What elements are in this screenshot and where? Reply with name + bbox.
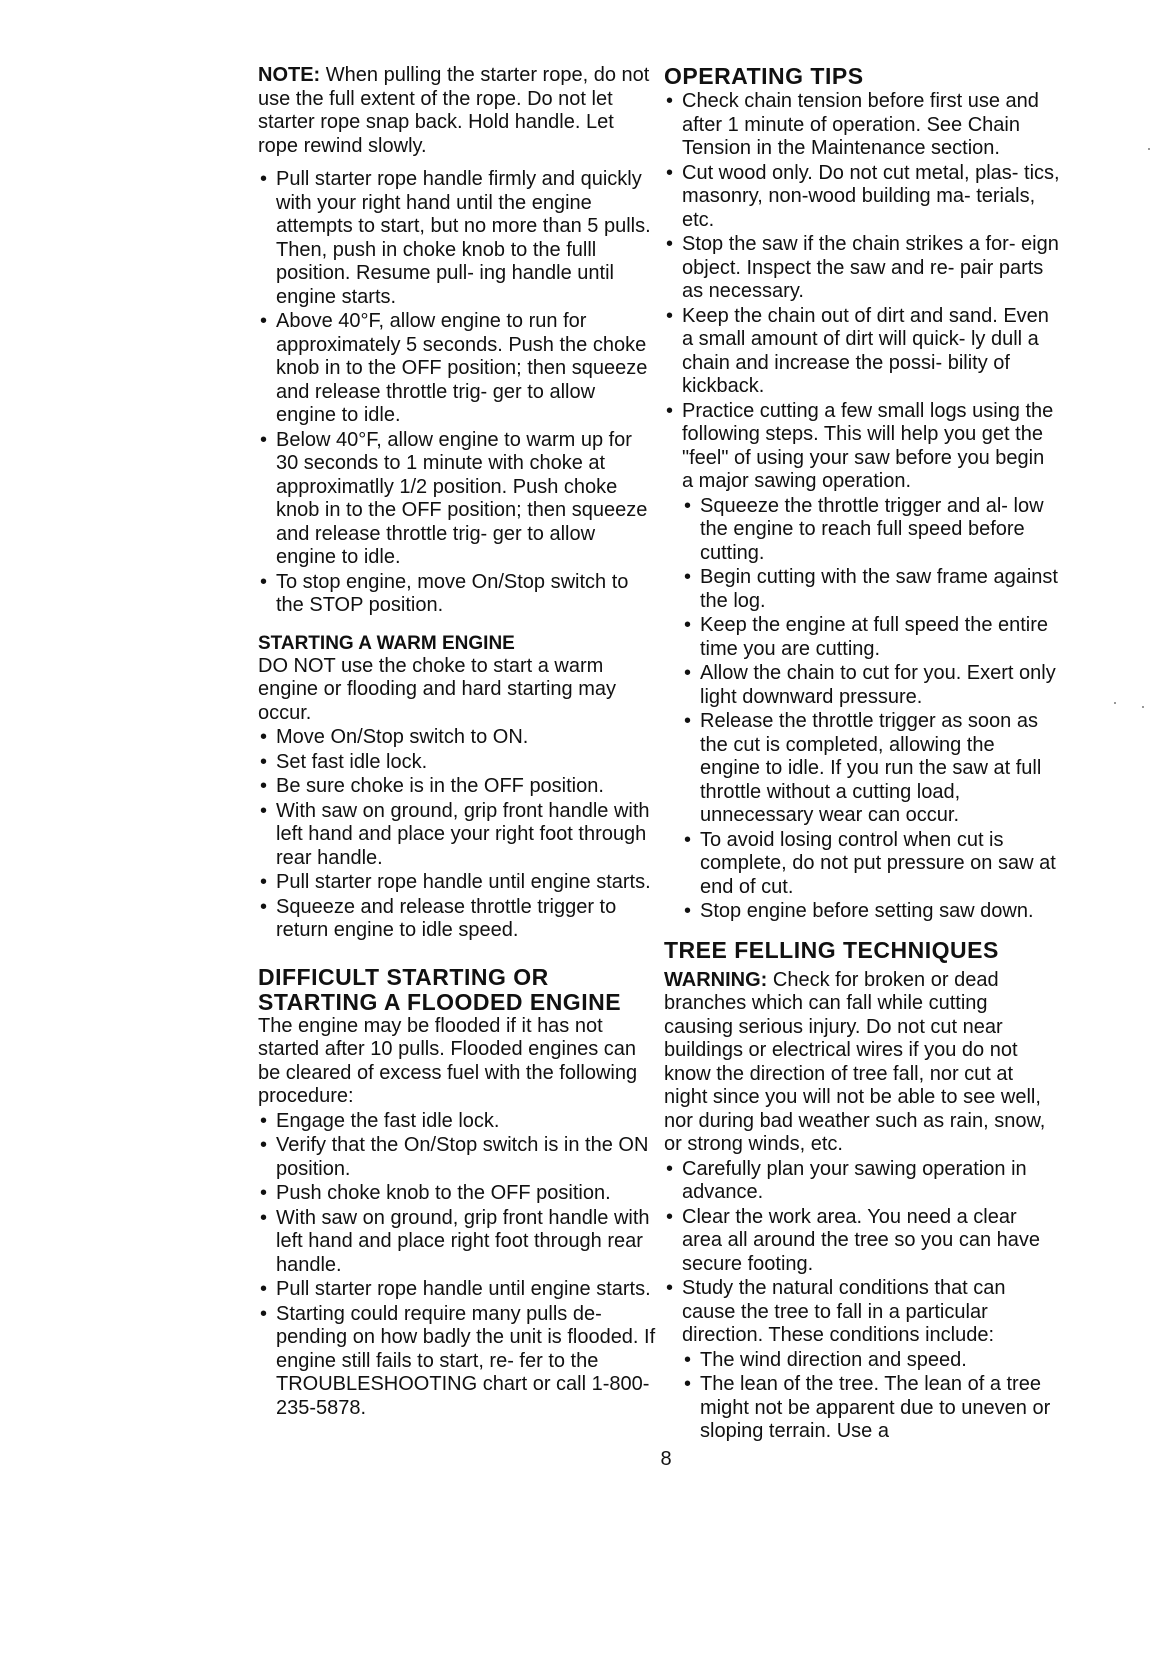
list-item: • Below 40°F, allow engine to warm up for 30 seconds to 1 minute with choke at approximatlly 1/2 position. Push choke knob in to the OFF position; then squeeze and release throttle trig- ger to allow engine to idle. — [258, 429, 658, 570]
list-item: • The lean of the tree. The lean of a tree might not be apparent due to uneven or sloping terrain. Use a — [664, 1373, 1060, 1444]
list-item: • Keep the engine at full speed the entire time you are cutting. — [664, 614, 1060, 661]
note-label: NOTE: — [258, 64, 321, 86]
list-item: • Engage the fast idle lock. — [258, 1110, 658, 1134]
list-item: • Practice cutting a few small logs using the following steps. This will help you get the "feel" of using your saw before you begin a major sawing operation. — [664, 400, 1060, 494]
warm-engine-intro: DO NOT use the choke to start a warm engine or flooding and hard starting may occur. — [258, 654, 617, 724]
list-item: • Clear the work area. You need a clear area all around the tree so you can have secure footing. — [664, 1206, 1060, 1277]
list-item: • Cut wood only. Do not cut metal, plas- tics, masonry, non-wood building ma- terials, etc. — [664, 162, 1060, 233]
warning-text: Check for broken or dead branches which can fall while cutting causing serious injury. Do not cut near buildings or electrical wires if you do not know the direction of tree fall, nor cut at night since you will not be able to see well, nor during bad weather such as rain, snow, or strong winds, etc. — [664, 968, 1046, 1155]
list-item: • Starting could require many pulls de- pending on how badly the unit is flooded. If engine still fails to start, re- fer to the TROUBLESHOOTING chart or call 1-800-235-5878. — [258, 1303, 658, 1421]
flooded-engine-list — [258, 1110, 658, 1421]
right-column — [664, 64, 1060, 1444]
list-item: • Allow the chain to cut for you. Exert only light downward pressure. — [664, 662, 1060, 709]
left-column — [258, 64, 658, 1420]
list-item: • Stop the saw if the chain strikes a for- eign object. Inspect the saw and re- pair parts as necessary. — [664, 233, 1060, 304]
flooded-engine-heading-line1: DIFFICULT STARTING OR — [258, 963, 549, 990]
practice-steps-list — [664, 495, 1060, 924]
list-item: • Squeeze the throttle trigger and al- low the engine to reach full speed before cutting. — [664, 495, 1060, 566]
felling-steps-list — [664, 1158, 1060, 1348]
list-item: • With saw on ground, grip front handle with left hand and place your right foot through rear handle. — [258, 800, 658, 871]
operating-tips-heading: OPERATING TIPS — [664, 63, 864, 89]
list-item: • Begin cutting with the saw frame against the log. — [664, 566, 1060, 613]
warning-paragraph — [664, 969, 1060, 1157]
list-item: • Be sure choke is in the OFF position. — [258, 775, 658, 799]
list-item: • Set fast idle lock. — [258, 751, 658, 775]
flooded-engine-intro: The engine may be flooded if it has not started after 10 pulls. Flooded engines can be cleared of excess fuel with the following procedure: — [258, 1014, 638, 1107]
list-item: • Pull starter rope handle firmly and quickly with your right hand until the engine attempts to start, but no more than 5 pulls. Then, push in choke knob to the fulll position. Resume pull- ing handle until engine starts. — [258, 168, 658, 309]
scan-speck — [1148, 148, 1150, 150]
list-item: • The wind direction and speed. — [664, 1349, 1060, 1373]
list-item: • To stop engine, move On/Stop switch to the STOP position. — [258, 571, 658, 618]
list-item: • Check chain tension before first use and after 1 minute of operation. See Chain Tension in the Maintenance section. — [664, 90, 1060, 161]
operating-tips-list — [664, 90, 1060, 494]
list-item: • Pull starter rope handle until engine starts. — [258, 871, 658, 895]
list-item: • Study the natural conditions that can cause the tree to fall in a particular direction. These conditions include: — [664, 1277, 1060, 1348]
list-item: • With saw on ground, grip front handle with left hand and place right foot through rear handle. — [258, 1207, 658, 1278]
list-item: • Verify that the On/Stop switch is in the ON position. — [258, 1134, 658, 1181]
list-item: • Carefully plan your sawing operation in advance. — [664, 1158, 1060, 1205]
scan-speck — [1114, 702, 1116, 704]
page-number: 8 — [660, 1448, 672, 1470]
list-item: • Pull starter rope handle until engine starts. — [258, 1278, 658, 1302]
note-text: When pulling the starter rope, do not use the full extent of the rope. Do not let starter rope snap back. Hold handle. Let rope rewind slowly. — [258, 64, 650, 157]
list-item: • To avoid losing control when cut is complete, do not put pressure on saw at end of cut. — [664, 829, 1060, 900]
note-paragraph — [258, 64, 658, 158]
tree-felling-heading: TREE FELLING TECHNIQUES — [664, 936, 999, 963]
list-item: • Squeeze and release throttle trigger to return engine to idle speed. — [258, 896, 658, 943]
warm-engine-heading: STARTING A WARM ENGINE — [258, 632, 515, 654]
scan-speck — [1142, 706, 1144, 708]
list-item: • Above 40°F, allow engine to run for approximately 5 seconds. Push the choke knob in to the OFF position; then squeeze and release throttle trig- ger to allow engine to idle. — [258, 310, 658, 428]
list-item: • Move On/Stop switch to ON. — [258, 726, 658, 750]
warning-label: WARNING: — [664, 968, 768, 991]
conditions-list — [664, 1349, 1060, 1444]
list-item: • Stop engine before setting saw down. — [664, 900, 1060, 924]
warm-engine-list — [258, 726, 658, 943]
starting-steps-list — [258, 168, 658, 618]
list-item: • Release the throttle trigger as soon as the cut is completed, allowing the engine to idle. If you run the saw at full throttle without a cutting load, unnecessary wear can occur. — [664, 710, 1060, 828]
flooded-engine-heading-line2: STARTING A FLOODED ENGINE — [258, 988, 622, 1015]
list-item: • Keep the chain out of dirt and sand. Even a small amount of dirt will quick- ly dull a chain and increase the possi- bility of kickback. — [664, 305, 1060, 399]
list-item: • Push choke knob to the OFF position. — [258, 1182, 658, 1206]
